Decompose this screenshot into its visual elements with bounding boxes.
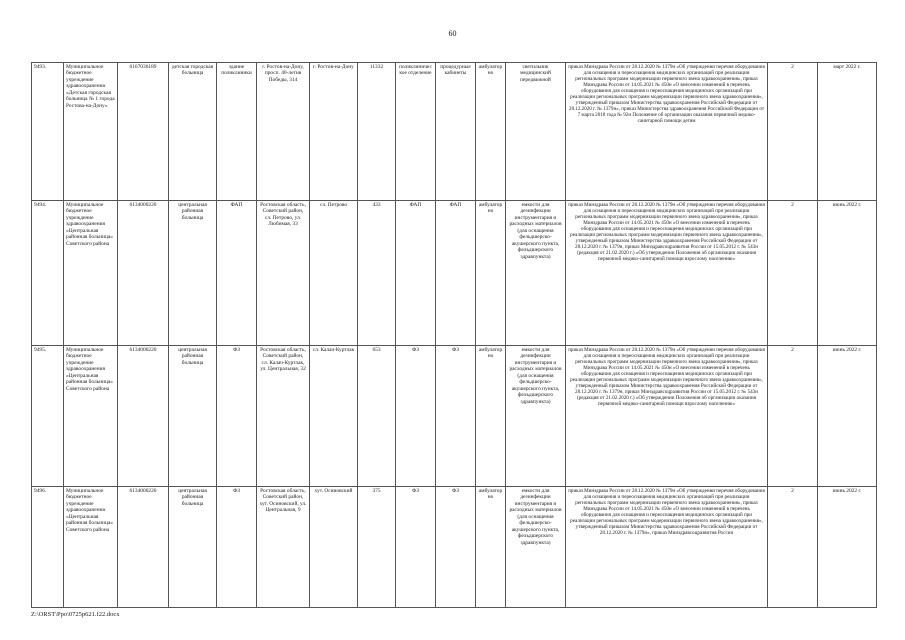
room: процедурные кабинеты	[436, 63, 476, 201]
care-conditions: амбулаторно	[476, 487, 506, 608]
table-row	[32, 63, 877, 201]
organization-name: Муниципальное бюджетное учреждение здравоохранения «Центральная районная больница» Советского района	[64, 487, 118, 608]
delivery-date: июнь 2022 г.	[818, 346, 877, 487]
row-number: 9494.	[32, 201, 64, 346]
organization-name: Муниципальное бюджетное учреждение здравоохранения «Детская городская больница № 1 города Ростова-на-Дону»	[64, 63, 118, 201]
care-conditions: амбулаторно	[476, 346, 506, 487]
locality: хут. Осиновский	[310, 487, 358, 608]
equipment-name: емкости для дезинфекции инструментария и расходных материалов (для оснащения фельдшерско-акушерского пункта, фельдшерского здравпункта)	[506, 201, 566, 346]
structural-unit: ФЗ	[217, 487, 257, 608]
quantity: 2	[768, 201, 818, 346]
document-file-path: Z:\ORST\Ppo\0725p621.f22.docx	[31, 611, 120, 618]
equipment-name: светильник медицинский передвижной	[506, 63, 566, 201]
population: 11332	[358, 63, 396, 201]
room: ФЗ	[436, 487, 476, 608]
department: ФЗ	[396, 346, 436, 487]
page-number: 60	[448, 29, 457, 38]
population: 375	[358, 487, 396, 608]
row-number: 9496.	[32, 487, 64, 608]
equipment-name: емкости для дезинфекции инструментария и расходных материалов (для оснащения фельдшерско-акушерского пункта, фельдшерского здравпункта)	[506, 346, 566, 487]
delivery-date: март 2022 г.	[818, 63, 877, 201]
inn-code: 6167036189	[118, 63, 169, 201]
organization-name: Муниципальное бюджетное учреждение здравоохранения «Центральная районная больница» Советского района	[64, 346, 118, 487]
room: ФАП	[436, 201, 476, 346]
regulatory-basis: приказ Минздрава России от 28.12.2020 № 1379н «Об утверждении перечня оборудования для оснащения и переоснащения медицинских организаций при реализации региональных программ модернизации первичного звена здравоохранения», приказ Минздрава России от 14.05.2021 № 450н «О внесении изменений в перечень оборудования для оснащения и переоснащения медицинских организаций при реализации региональных программ модернизации первичного звена здравоохранения», утвержденный приказом Министерства здравоохранения Российской Федерации от 28.12.2020 г. № 1379н, приказ Минздравсоцразвития России от 15.05.2012 г. № 543н (редакция от 21.02.2020 г.) «Об утверждении Положения об организации оказания первичной медико-санитарной помощи взрослому населению»	[566, 346, 768, 487]
department: ФЗ	[396, 487, 436, 608]
care-conditions: амбулаторно	[476, 63, 506, 201]
inn-code: 6134000220	[118, 201, 169, 346]
unit-address: г. Ростов-на-Дону, просп. 40-летия Победы, 314	[257, 63, 310, 201]
organization-type: центральная районная больница	[169, 201, 217, 346]
locality: сл. Калач-Куртлак	[310, 346, 358, 487]
unit-address: Ростовская область, Советский район, хут. Осиновский, ул. Центральная, 9	[257, 487, 310, 608]
equipment-registry-table	[31, 62, 877, 608]
regulatory-basis: приказ Минздрава России от 28.12.2020 № 1379н «Об утверждении перечня оборудования для оснащения и переоснащения медицинских организаций при реализации региональных программ модернизации первичного звена здравоохранения», приказ Минздрава России от 14.05.2021 № 450н «О внесении изменений в перечень оборудования для оснащения и переоснащения медицинских организаций при реализации региональных программ модернизации первичного звена здравоохранения», утвержденный приказом Министерства здравоохранения Российской Федерации от 28.12.2020 г. № 1379н», приказ Минздравсоцразвития России	[566, 487, 768, 608]
organization-type: центральная районная больница	[169, 346, 217, 487]
inn-code: 6134000220	[118, 346, 169, 487]
room: ФЗ	[436, 346, 476, 487]
organization-type: центральная районная больница	[169, 487, 217, 608]
department: поликлиническое отделение	[396, 63, 436, 201]
population: 653	[358, 346, 396, 487]
organization-type: детская городская больница	[169, 63, 217, 201]
structural-unit: здание поликлиники	[217, 63, 257, 201]
unit-address: Ростовская область, Советский район, сл. Калач-Куртлак, ул. Центральная, 32	[257, 346, 310, 487]
department: ФАП	[396, 201, 436, 346]
table-row	[32, 201, 877, 346]
table-row	[32, 346, 877, 487]
row-number: 9493.	[32, 63, 64, 201]
inn-code: 6134000220	[118, 487, 169, 608]
population: 433	[358, 201, 396, 346]
care-conditions: амбулаторно	[476, 201, 506, 346]
structural-unit: ФАП	[217, 201, 257, 346]
delivery-date: июнь 2022 г.	[818, 487, 877, 608]
table-row	[32, 487, 877, 608]
quantity: 2	[768, 63, 818, 201]
delivery-date: июнь 2022 г.	[818, 201, 877, 346]
unit-address: Ростовская область, Советский район, сл. Петрово, ул. Любимая, 33	[257, 201, 310, 346]
regulatory-basis: приказ Минздрава России от 28.12.2020 № 1379н «Об утверждении перечня оборудования для оснащения и переоснащения медицинских организаций при реализации региональных программ модернизации первичного звена здравоохранения», приказ Минздрава России от 14.05.2021 № 450н «О внесении изменений в перечень оборудования для оснащения и переоснащения медицинских организаций при реализации региональных программ модернизации первичного звена здравоохранения», утвержденный приказом Министерства здравоохранения Российской Федерации от 28.12.2020 г. № 1379н», приказ Министерства здравоохранения Российской Федерации от 7 марта 2018 года № 92н Положение об организации оказания первичной медико-санитарной помощи детям	[566, 63, 768, 201]
quantity: 2	[768, 487, 818, 608]
equipment-name: емкости для дезинфекции инструментария и расходных материалов (для оснащения фельдшерско-акушерского пункта, фельдшерского здравпункта)	[506, 487, 566, 608]
quantity: 2	[768, 346, 818, 487]
locality: сл. Петрово	[310, 201, 358, 346]
regulatory-basis: приказ Минздрава России от 28.12.2020 № 1379н «Об утверждении перечня оборудования для оснащения и переоснащения медицинских организаций при реализации региональных программ модернизации первичного звена здравоохранения», приказ Минздрава России от 14.05.2021 № 450н «О внесении изменений в перечень оборудования для оснащения и переоснащения медицинских организаций при реализации региональных программ модернизации первичного звена здравоохранения», утвержденный приказом Министерства здравоохранения Российской Федерации от 28.12.2020 г. № 1379н, приказ Минздравсоцразвития России от 15.05.2012 г. № 543н (редакция от 21.02.2020 г.) «Об утверждении Положения об организации оказания первичной медико-санитарной помощи взрослому населению»	[566, 201, 768, 346]
structural-unit: ФЗ	[217, 346, 257, 487]
row-number: 9495.	[32, 346, 64, 487]
organization-name: Муниципальное бюджетное учреждение здравоохранения «Центральная районная больница» Советского района	[64, 201, 118, 346]
locality: г. Ростов-на-Дону	[310, 63, 358, 201]
